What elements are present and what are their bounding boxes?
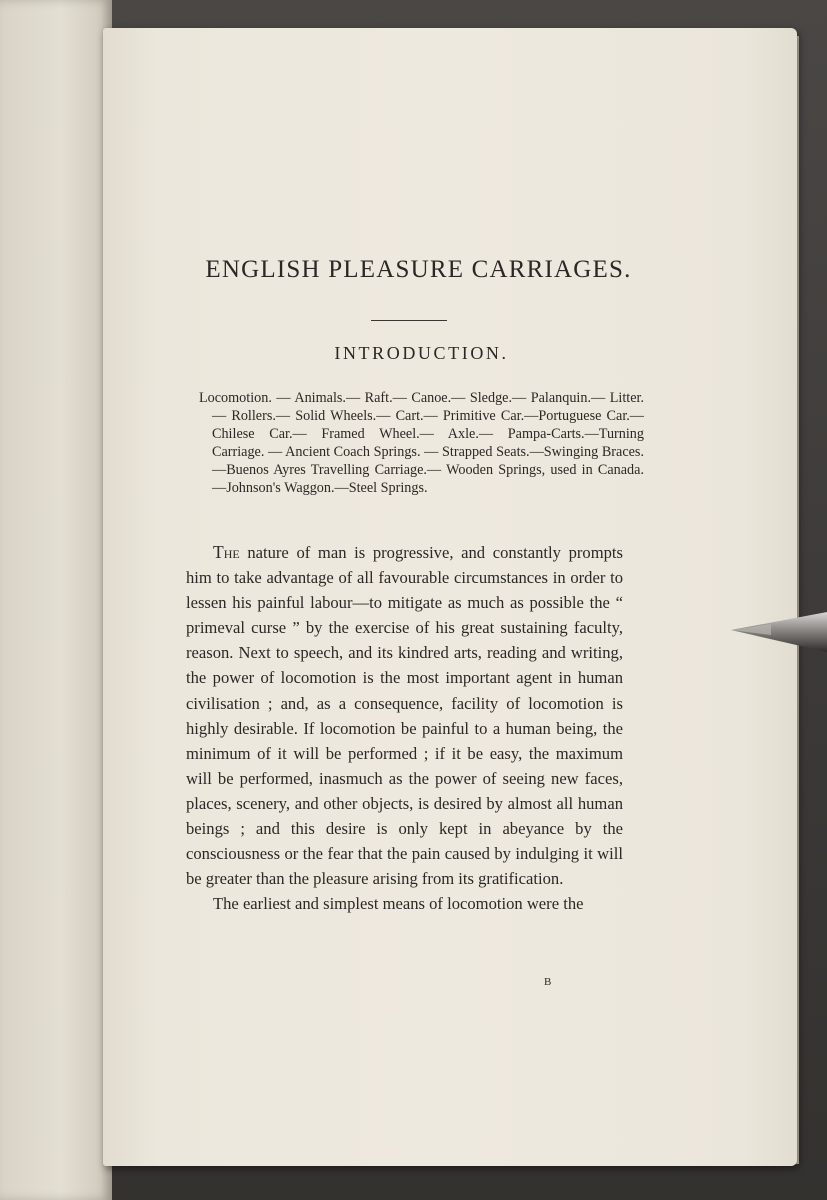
pen-pointer-icon	[731, 608, 827, 656]
paragraph-1-text: nature of man is progressive, and constantly prompts him to take advantage of all favourable circumstances in order to lessen his painful labour—to mitigate as much as possible the “ primeval curse ” by the exercise of his great sustaining faculty, reason. Next to speech, and its kindred arts, reading and writing, the power of locomotion is the most important agent in human civilisation ; and, as a consequence, facility of locomotion is highly desirable. If locomotion be painful to a human being, the minimum of it will be performed ; if it be easy, the maximum will be performed, inasmuch as the power of seeing new faces, places, scenery, and other objects, is desired by almost all human beings ; and this desire is only kept in abeyance by the consciousness or the fear that the pain caused by indulging it will be greater than the pleasure arising from its gratification.	[186, 543, 623, 889]
chapter-synopsis: Locomotion. — Animals.— Raft.— Canoe.— Sledge.— Palanquin.— Litter.— Rollers.— Solid Wheels.— Cart.— Primitive Car.—Portuguese Car.— Chilese Car.— Framed Wheel.— Axle.— Pampa-Carts.—Turning Carriage. — Ancient Coach Springs. — Strapped Seats.—Swinging Braces.—Buenos Ayres Travelling Carriage.— Wooden Springs, used in Canada.—Johnson's Waggon.—Steel Springs.	[199, 390, 644, 497]
title-rule	[371, 320, 447, 321]
book-title: ENGLISH PLEASURE CARRIAGES.	[205, 256, 632, 283]
left-page	[0, 0, 112, 1200]
paragraph-2: The earliest and simplest means of locomotion were the	[213, 894, 584, 914]
paragraph-1-first-word: The	[213, 542, 240, 562]
paragraph-1	[186, 540, 623, 891]
section-heading: INTRODUCTION.	[334, 343, 509, 363]
signature-mark: B	[544, 976, 552, 988]
body-text	[186, 540, 623, 916]
